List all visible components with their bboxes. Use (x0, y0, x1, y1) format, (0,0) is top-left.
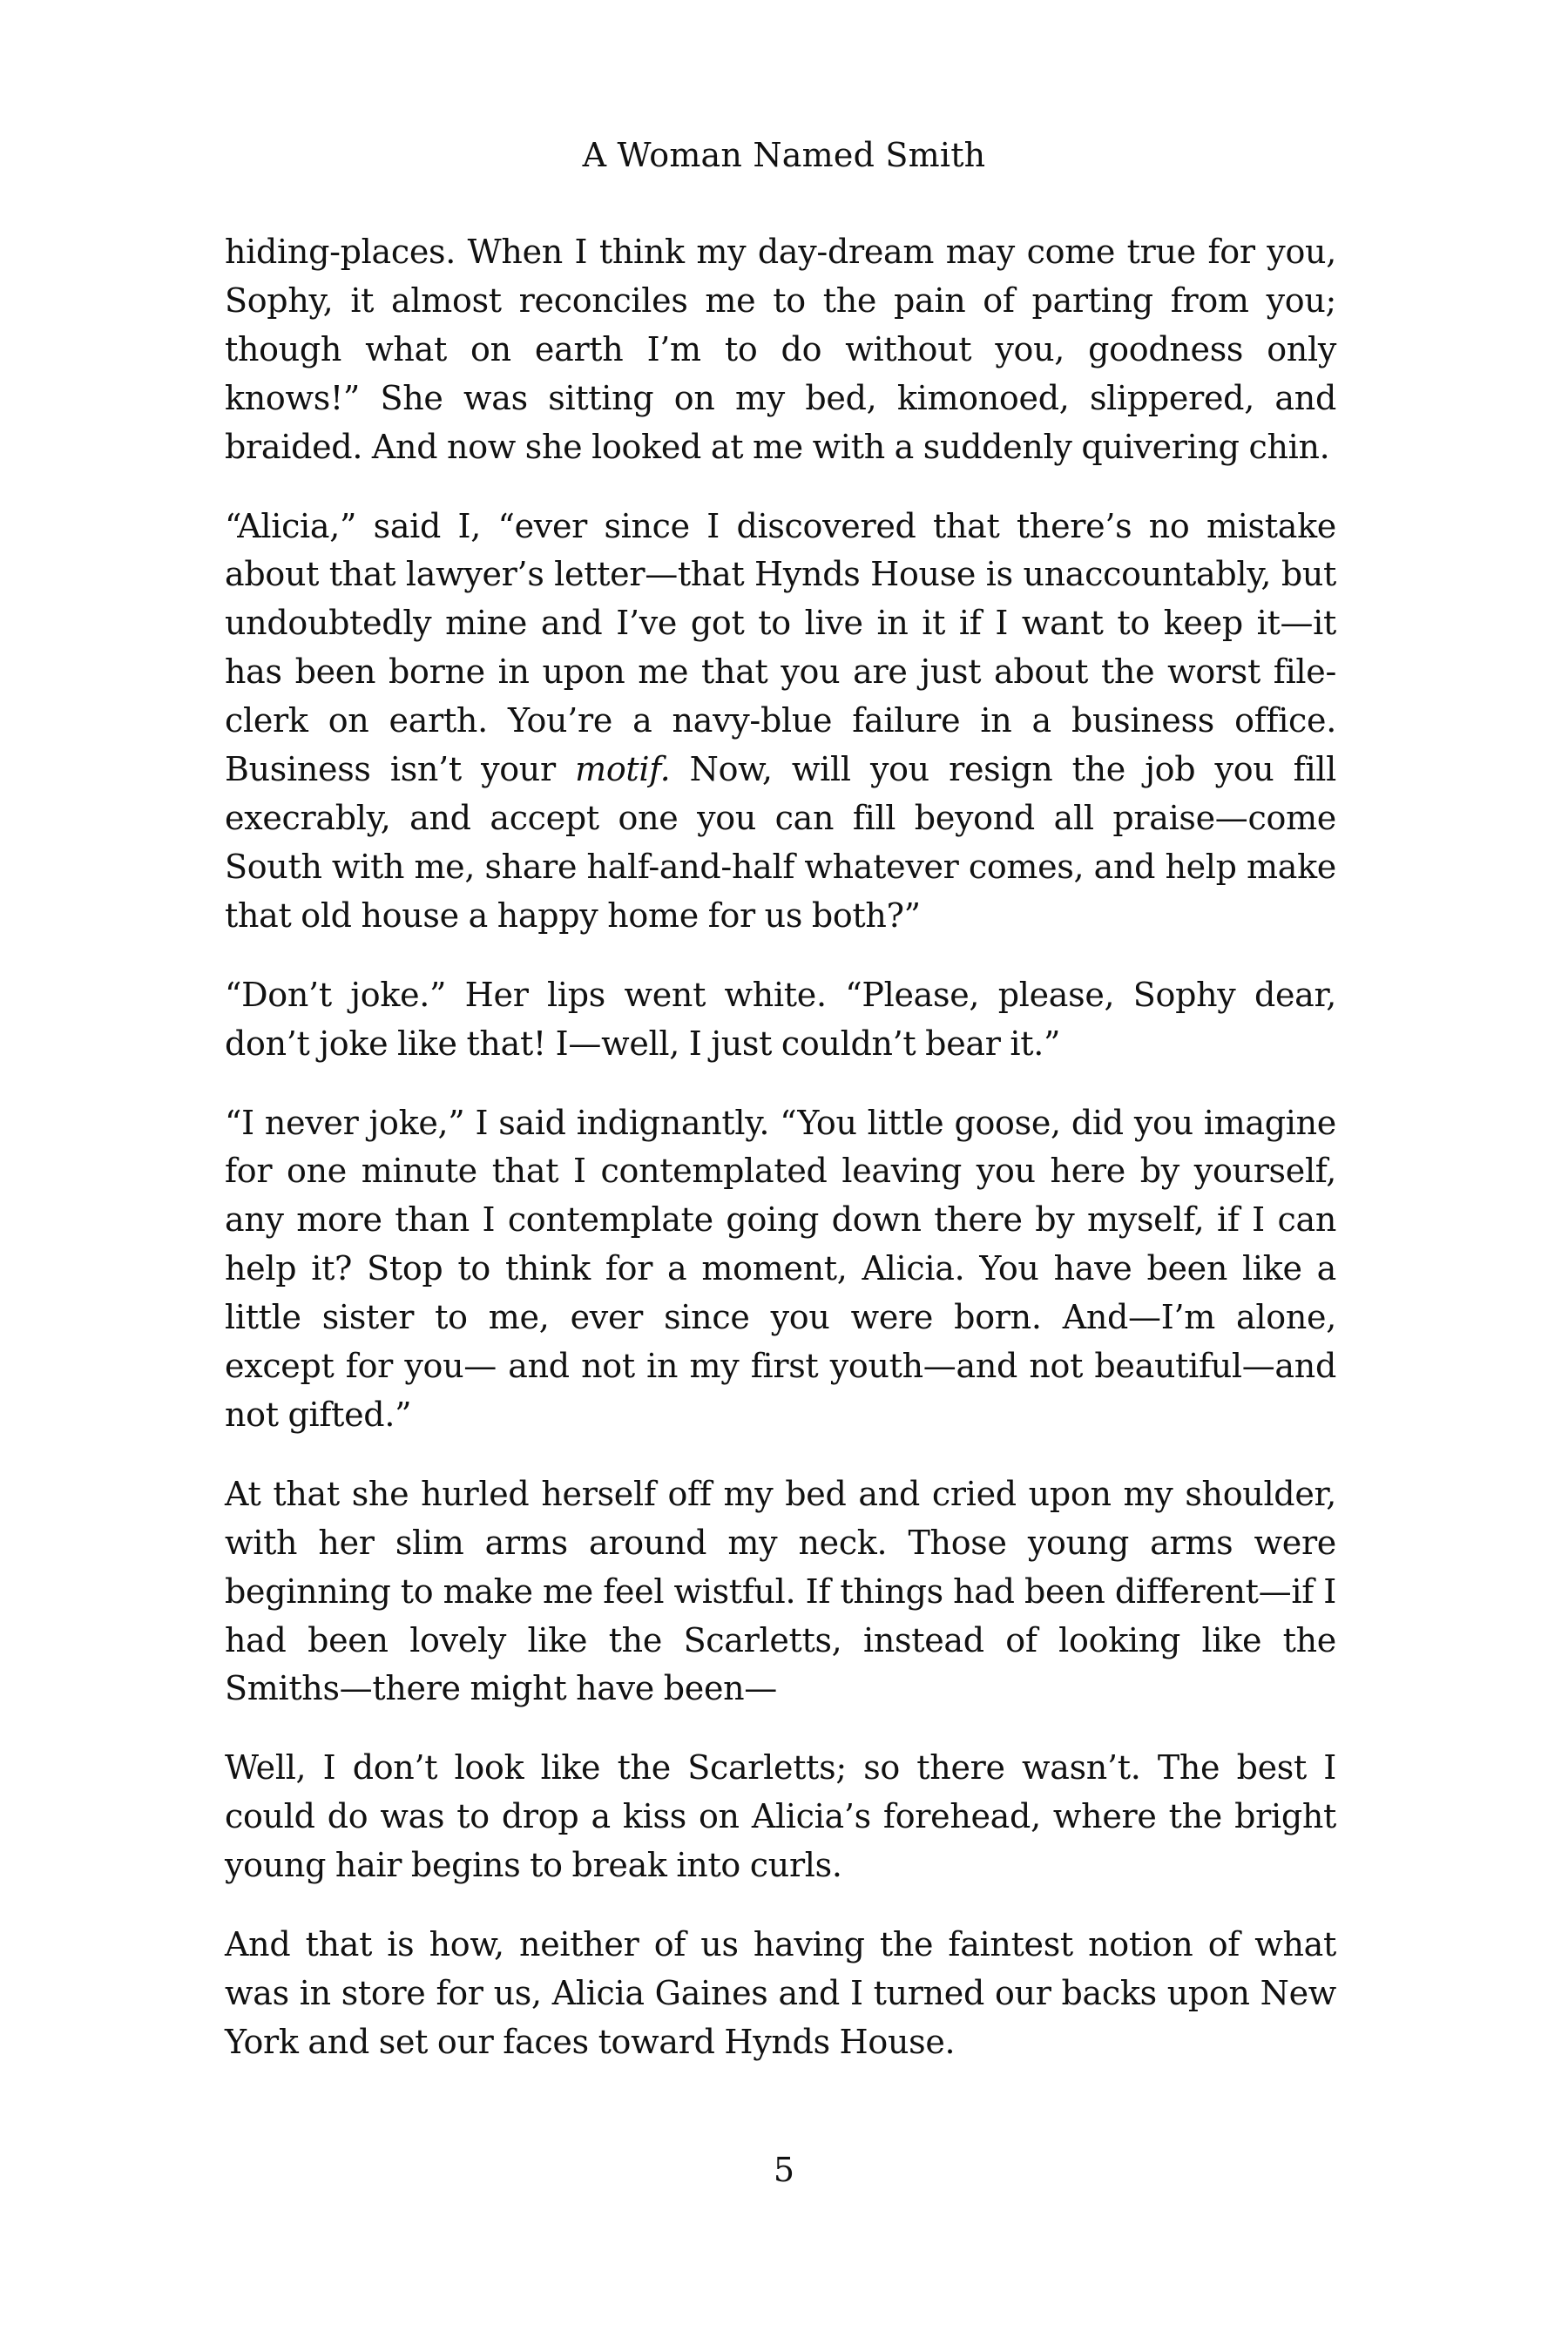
paragraph-4: “I never joke,” I said indignantly. “You little goose, did you imagine for one minute that I contemplated leaving you here by yourself, any more than I contemplate going down there by myself, if I can help it? Stop to think for a moment, Alicia. You have been like a little sister to me, ever since you were born. And—I’m alone, except for you— and not in my first youth—and not beautiful—and not gifted.” (225, 1103, 1336, 1434)
paragraph-6: Well, I don’t look like the Scarletts; so there wasn’t. The best I could do was to drop a kiss on Alicia’s forehead, where the bright young hair begins to break into curls. (225, 1748, 1336, 1885)
paragraph-3: “Don’t joke.” Her lips went white. “Please, please, Sophy dear, don’t joke like that! I—well, I just couldn’t bear it.” (225, 975, 1336, 1063)
body-text (225, 228, 1336, 2098)
paragraph-5: At that she hurled herself off my bed and cried upon my shoulder, with her slim arms around my neck. Those young arms were beginning to make me feel wistful. If things had been different—if I had been lovely like the Scarletts, instead of looking like the Smiths—there might have been— (225, 1474, 1336, 1708)
paragraph-2-text-after: Now, will you resign the job you fill execrably, and accept one you can fill beyond all praise—come South with me, share half-and-half whatever comes, and help make that old house a happy home for us both?” (225, 750, 1337, 935)
paragraph-7: And that is how, neither of us having the faintest notion of what was in store for us, Alicia Gaines and I turned our backs upon New York and set our faces toward Hynds House. (225, 1925, 1336, 2061)
paragraph-2-text-before: “Alicia,” said I, “ever since I discovered that there’s no mistake about that lawyer’s letter—that Hynds House is unaccountably, but undoubtedly mine and I’ve got to live in it if I want to keep it—it has been borne in upon me that you are just about the worst file-clerk on earth. You’re a navy-blue failure in a business office. Business isn’t your (225, 506, 1336, 789)
paragraph-2 (225, 503, 1336, 941)
paragraph-1: hiding-places. When I think my day-dream may come true for you, Sophy, it almost reconciles me to the pain of parting from you; though what on earth I’m to do without you, goodness only knows!” She was sitting on my bed, kimonoed, slippered, and braided. And now she looked at me with a suddenly quivering chin. (225, 233, 1336, 466)
page-number: 5 (773, 2151, 795, 2189)
italic-emphasis: motif. (575, 750, 671, 789)
running-head: A Woman Named Smith (582, 136, 986, 174)
